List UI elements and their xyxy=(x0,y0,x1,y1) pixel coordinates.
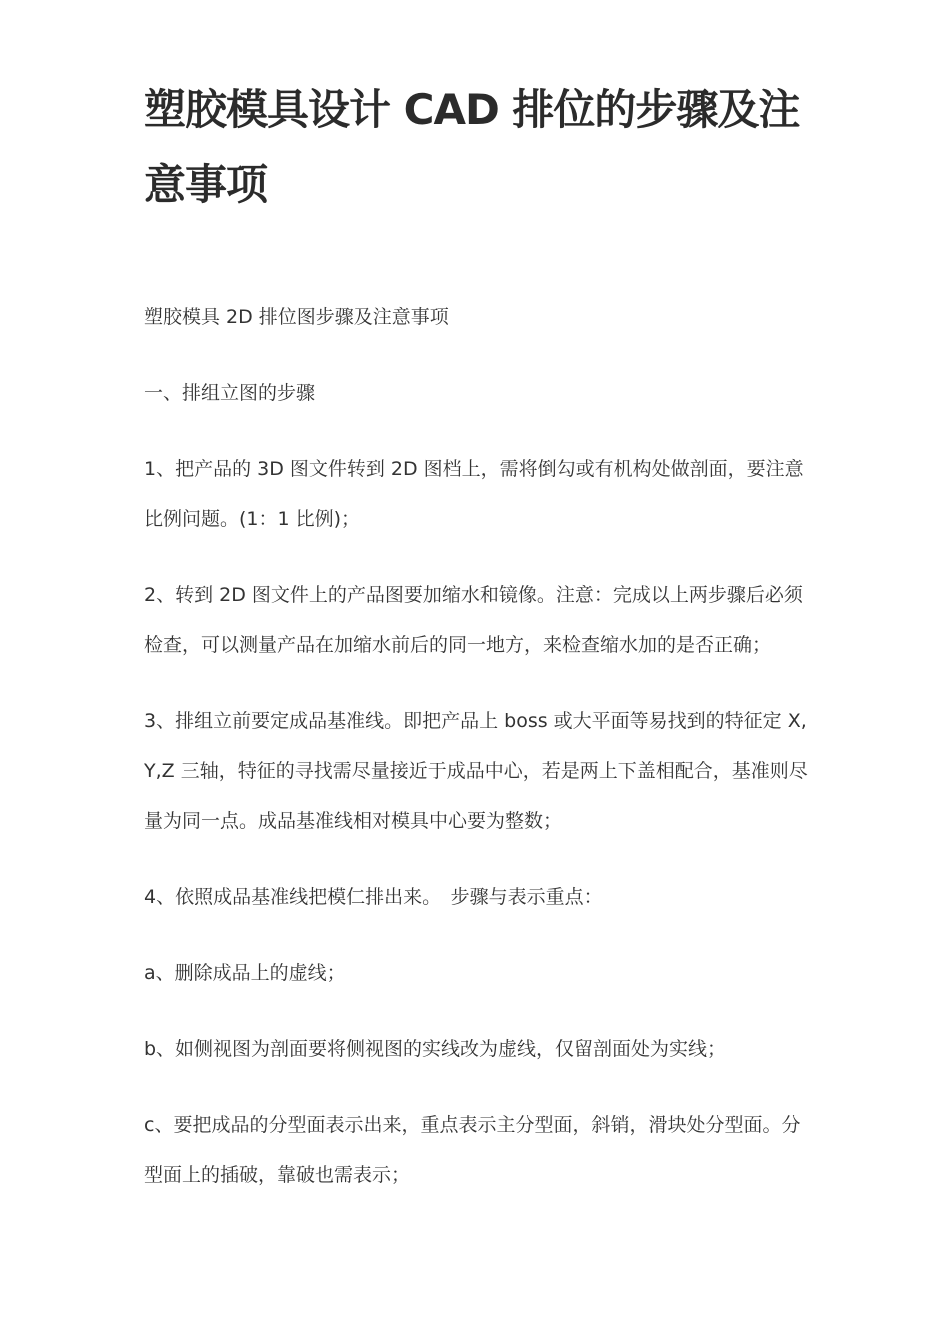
paragraph-section-heading: 一、排组立图的步骤 xyxy=(144,382,316,404)
paragraph-step-3: 3、排组立前要定成品基准线。即把产品上 boss 或大平面等易找到的特征定 X,Y,Z 三轴，特征的寻找需尽量接近于成品中心，若是两上下盖相配合，基准则尽量为同一点。成品基准线相对模具中心要为整数； xyxy=(144,710,808,832)
document-body xyxy=(144,292,814,1200)
paragraph-subtitle: 塑胶模具 2D 排位图步骤及注意事项 xyxy=(144,306,449,328)
paragraph-item-a: a、删除成品上的虚线； xyxy=(144,962,346,984)
paragraph-item-c: c、要把成品的分型面表示出来，重点表示主分型面，斜销，滑块处分型面。分型面上的插破，靠破也需表示； xyxy=(144,1114,801,1186)
paragraph-step-1: 1、把产品的 3D 图文件转到 2D 图档上，需将倒勾或有机构处做剖面，要注意比例问题。(1：1 比例)； xyxy=(144,458,804,530)
paragraph-step-2: 2、转到 2D 图文件上的产品图要加缩水和镜像。注意：完成以上两步骤后必须检查，可以测量产品在加缩水前后的同一地方，来检查缩水加的是否正确； xyxy=(144,584,803,656)
paragraph-item-b: b、如侧视图为剖面要将侧视图的实线改为虚线，仅留剖面处为实线； xyxy=(144,1038,727,1060)
paragraph-step-4: 4、依照成品基准线把模仁排出来。 步骤与表示重点： xyxy=(144,886,603,908)
document-page xyxy=(144,72,814,1226)
document-title: 塑胶模具设计 CAD 排位的步骤及注意事项 xyxy=(144,85,800,209)
